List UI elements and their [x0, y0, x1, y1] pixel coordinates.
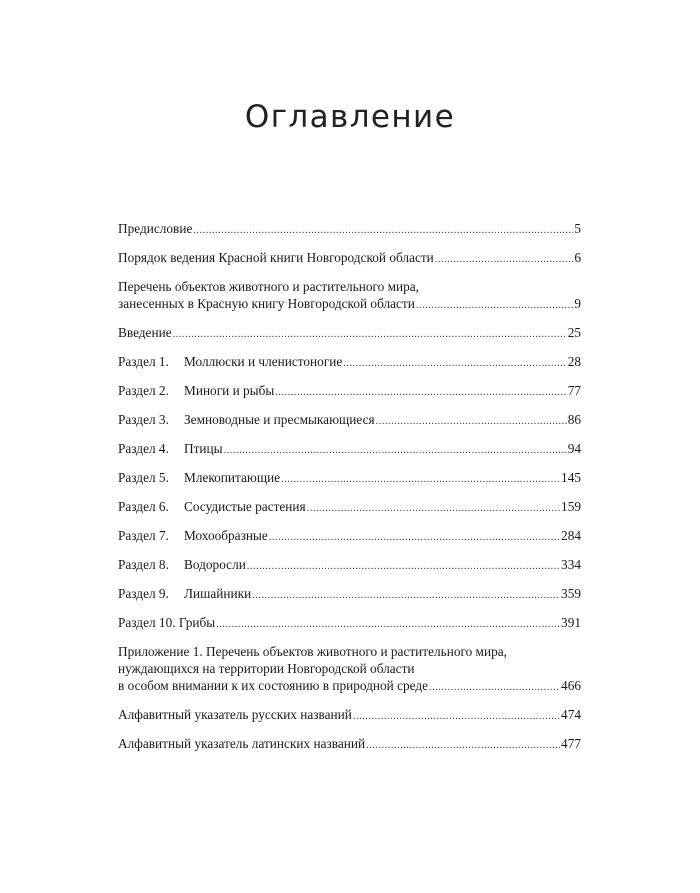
toc-entry-title: Алфавитный указатель латинских названий	[118, 736, 366, 751]
toc-entry-section-9[interactable]	[118, 585, 581, 610]
toc-entry-title: Моллюски и членистоногие	[184, 354, 343, 369]
toc-section-number: Раздел 9.	[118, 586, 169, 601]
toc-entry-title: Раздел 10. Грибы	[118, 615, 216, 630]
toc-entry-title: Миноги и рыбы	[184, 383, 275, 398]
toc-page-number: 5	[574, 221, 581, 236]
toc-page-number: 77	[567, 383, 581, 398]
toc-entry-russian-index[interactable]	[118, 706, 581, 731]
toc-entry-latin-index[interactable]	[118, 735, 581, 760]
toc-entry-title: в особом внимании к их состоянию в природной среде	[118, 678, 429, 693]
dot-leader	[269, 529, 560, 546]
toc-entry-section-8[interactable]	[118, 556, 581, 581]
dot-leader	[173, 326, 567, 343]
table-of-contents	[118, 220, 581, 764]
dot-leader	[216, 616, 560, 633]
dot-leader	[224, 442, 567, 459]
toc-entry-title: Сосудистые растения	[184, 499, 306, 514]
toc-page-number: 25	[567, 325, 581, 340]
dot-leader	[376, 413, 567, 430]
toc-page-number: 159	[561, 499, 581, 514]
toc-entry-section-6[interactable]	[118, 498, 581, 523]
toc-entry-procedure[interactable]	[118, 249, 581, 274]
toc-entry-title-line: нуждающихся на территории Новгородской области	[118, 661, 415, 676]
toc-page-number: 334	[561, 557, 581, 572]
toc-entry-title: Предисловие	[118, 221, 193, 236]
toc-entry-introduction[interactable]	[118, 324, 581, 349]
toc-entry-title: Птицы	[184, 441, 223, 456]
dot-leader	[275, 384, 566, 401]
toc-entry-section-2[interactable]	[118, 382, 581, 407]
dot-leader	[247, 558, 560, 575]
toc-section-number: Раздел 1.	[118, 354, 169, 369]
dot-leader	[353, 708, 560, 725]
toc-page-number: 6	[574, 250, 581, 265]
dot-leader	[416, 297, 573, 314]
toc-entry-title: Лишайники	[184, 586, 252, 601]
dot-leader	[429, 679, 560, 696]
toc-section-number: Раздел 2.	[118, 383, 169, 398]
toc-page-number: 94	[567, 441, 581, 456]
toc-page-number: 9	[574, 296, 581, 311]
toc-entry-title: Водоросли	[184, 557, 246, 572]
dot-leader	[343, 355, 566, 372]
toc-entry-title: Алфавитный указатель русских названий	[118, 707, 352, 722]
toc-entry-title: занесенных в Красную книгу Новгородской области	[118, 296, 415, 311]
toc-entry-section-4[interactable]	[118, 440, 581, 465]
toc-page-number: 28	[567, 354, 581, 369]
toc-section-number: Раздел 5.	[118, 470, 169, 485]
toc-entry-appendix-1[interactable]	[118, 643, 581, 694]
toc-entry-section-5[interactable]	[118, 469, 581, 494]
toc-entry-section-10[interactable]	[118, 614, 581, 639]
dot-leader	[193, 222, 573, 239]
toc-section-number: Раздел 6.	[118, 499, 169, 514]
dot-leader	[366, 737, 560, 754]
toc-entry-title-line: Приложение 1. Перечень объектов животного и растительного мира,	[118, 644, 507, 659]
dot-leader	[307, 500, 560, 517]
toc-page-number: 477	[561, 736, 581, 751]
page-title: Оглавление	[244, 98, 456, 135]
dot-leader	[281, 471, 560, 488]
dot-leader	[252, 587, 560, 604]
toc-entry-title-line: Перечень объектов животного и растительного мира,	[118, 279, 419, 294]
toc-page-number: 391	[561, 615, 581, 630]
toc-entry-title: Млекопитающие	[184, 470, 281, 485]
toc-entry-species-list[interactable]	[118, 278, 581, 312]
toc-section-number: Раздел 4.	[118, 441, 169, 456]
toc-page-number: 474	[561, 707, 581, 722]
toc-entry-title: Введение	[118, 325, 172, 340]
toc-page-number: 86	[567, 412, 581, 427]
toc-page-number: 145	[561, 470, 581, 485]
toc-entry-section-3[interactable]	[118, 411, 581, 436]
toc-page-number: 284	[561, 528, 581, 543]
toc-entry-preface[interactable]	[118, 220, 581, 245]
toc-page-number: 466	[561, 678, 581, 693]
toc-entry-title: Земноводные и пресмыкающиеся	[184, 412, 375, 427]
toc-entry-title: Мохообразные	[184, 528, 268, 543]
toc-section-number: Раздел 8.	[118, 557, 169, 572]
toc-section-number: Раздел 3.	[118, 412, 169, 427]
toc-entry-section-1[interactable]	[118, 353, 581, 378]
toc-page-number: 359	[561, 586, 581, 601]
toc-section-number: Раздел 7.	[118, 528, 169, 543]
toc-entry-title: Порядок ведения Красной книги Новгородской области	[118, 250, 434, 265]
toc-entry-section-7[interactable]	[118, 527, 581, 552]
dot-leader	[435, 251, 574, 268]
